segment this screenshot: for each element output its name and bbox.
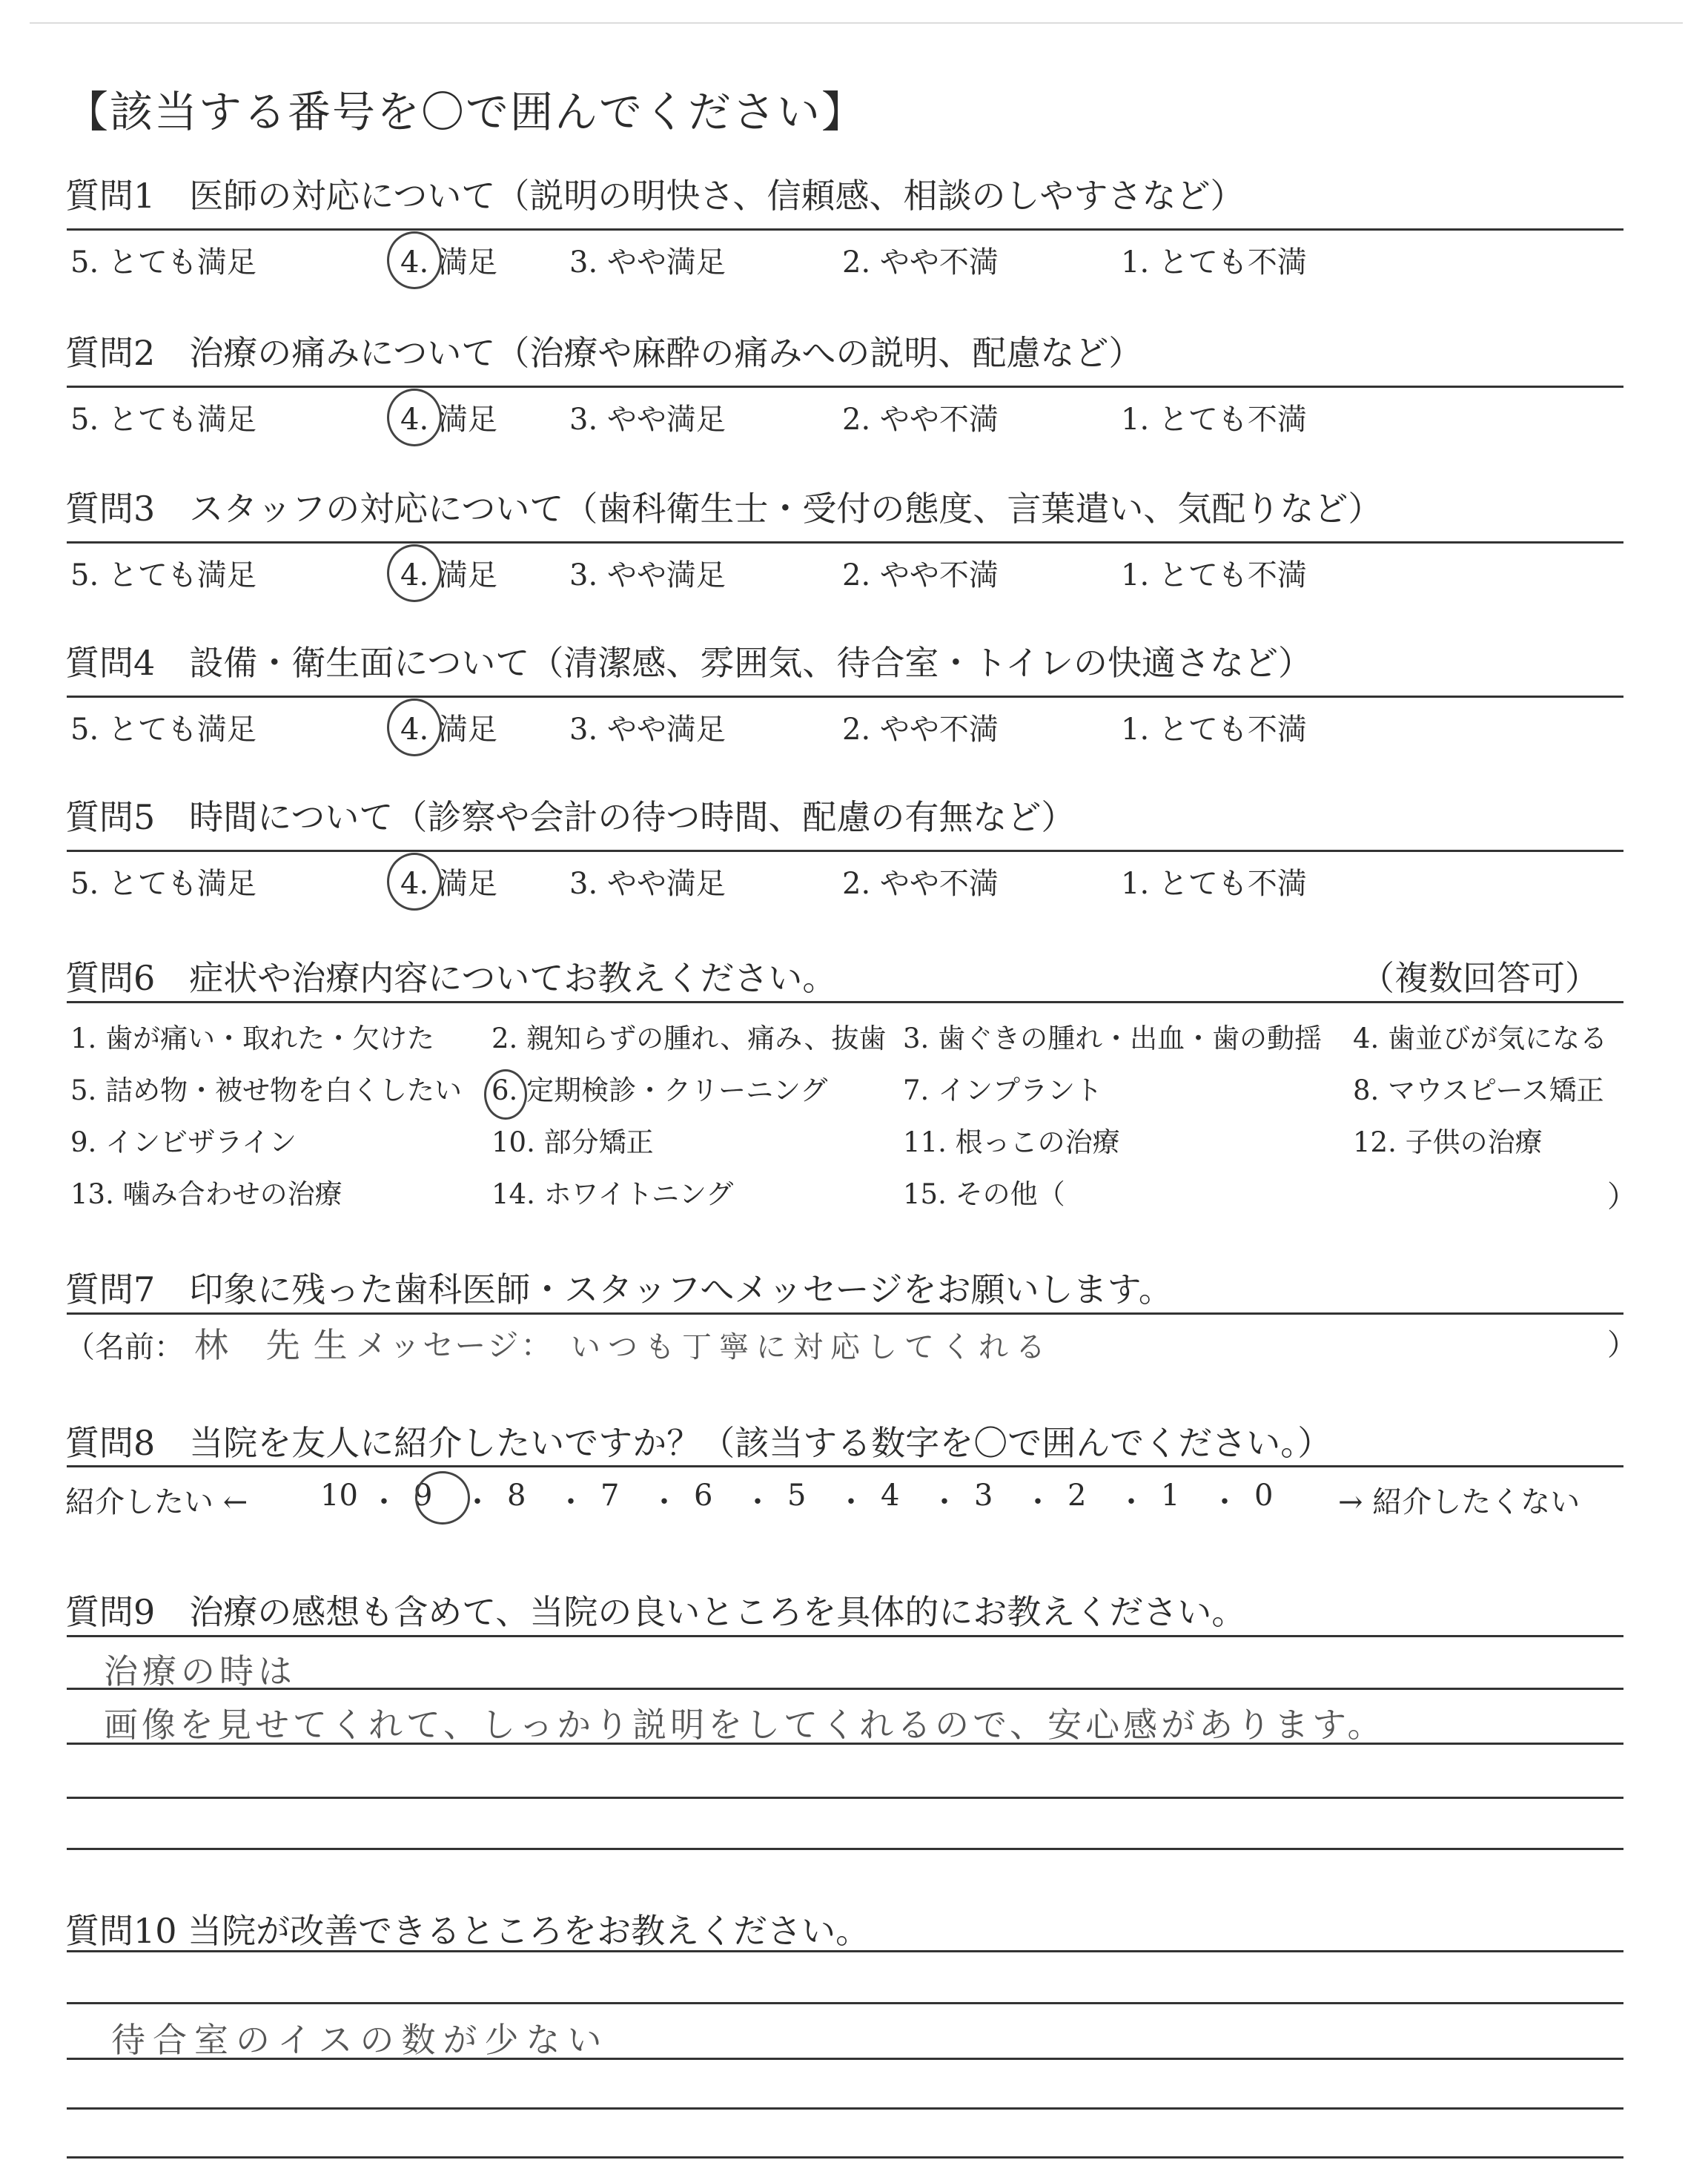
q10-answer-line-1: 待合室のイスの数が少ない (111, 2020, 609, 2060)
q7-message-label: メッセージ： (356, 1327, 555, 1364)
q4-option-2[interactable]: 2. やや不満 (842, 713, 999, 747)
q1-rule (67, 228, 1623, 231)
q9-answer-line-1: 治療の時は (104, 1651, 297, 1691)
q1-option-1[interactable]: 1. とても不満 (1121, 245, 1307, 280)
q1-title: 質問1 医師の対応について（説明の明快さ、信頼感、相談のしやすさなど） (65, 176, 1245, 216)
q10-rule-5 (67, 2156, 1623, 2159)
q9-answer-line-2: 画像を見せてくれて、しっかり説明をしてくれるので、安心感があります。 (104, 1705, 1386, 1745)
q3-option-1[interactable]: 1. とても不満 (1121, 558, 1307, 592)
q8-separator: ・ (743, 1485, 772, 1519)
q4-title: 質問4 設備・衛生面について（清潔感、雰囲気、待合室・トイレの快適さなど） (65, 643, 1313, 683)
q5-rule (67, 850, 1623, 852)
q6-option-5[interactable]: 5. 詰め物・被せ物を白くしたい (70, 1074, 463, 1106)
scan-edge (30, 22, 1683, 24)
q8-scale-0[interactable]: 0 (1254, 1479, 1274, 1513)
q6-option-7[interactable]: 7. インプラント (903, 1074, 1103, 1106)
q8-rule (67, 1465, 1623, 1467)
q8-separator: ・ (649, 1485, 679, 1519)
q5-option-3[interactable]: 3. やや満足 (569, 867, 726, 901)
q4-option-4[interactable]: 4. 満足 (400, 713, 497, 747)
q6-option-11[interactable]: 11. 根っこの治療 (903, 1126, 1120, 1158)
q8-left-label: 紹介したい ← (65, 1485, 248, 1519)
q3-option-5[interactable]: 5. とても満足 (70, 558, 256, 592)
q3-option-4[interactable]: 4. 満足 (400, 558, 497, 592)
q6-title: 質問6 症状や治療内容についてお教えください。 (65, 958, 837, 998)
q6-selected-circle (484, 1069, 527, 1120)
q8-scale-5[interactable]: 5 (787, 1479, 807, 1513)
q2-rule (67, 386, 1623, 388)
q8-separator: ・ (369, 1485, 399, 1519)
q7-title: 質問7 印象に残った歯科医師・スタッフへメッセージをお願いします。 (65, 1269, 1173, 1309)
q7-name-value: 林 先生 (194, 1325, 361, 1365)
q10-title: 質問10 当院が改善できるところをお教えください。 (65, 1911, 870, 1951)
q8-right-label: → 紹介したくない (1338, 1485, 1580, 1519)
q8-scale-7[interactable]: 7 (600, 1479, 620, 1513)
q9-rule-1 (67, 1635, 1623, 1637)
q3-option-3[interactable]: 3. やや満足 (569, 558, 726, 592)
q6-option-15[interactable]: 15. その他（ (903, 1178, 1065, 1210)
q4-option-3[interactable]: 3. やや満足 (569, 713, 726, 747)
q8-scale-2[interactable]: 2 (1068, 1479, 1087, 1513)
q7-rule (67, 1312, 1623, 1315)
q8-scale-1[interactable]: 1 (1161, 1479, 1180, 1513)
form-title: 【該当する番号を〇で囲んでください】 (65, 87, 867, 137)
q8-selected-circle (415, 1471, 470, 1525)
q2-option-1[interactable]: 1. とても不満 (1121, 403, 1307, 437)
q8-separator: ・ (930, 1485, 959, 1519)
q3-rule (67, 541, 1623, 544)
q1-option-3[interactable]: 3. やや満足 (569, 245, 726, 280)
q2-title: 質問2 治療の痛みについて（治療や麻酔の痛みへの説明、配慮など） (65, 333, 1143, 373)
q4-rule (67, 696, 1623, 698)
q8-scale-9[interactable]: 9 (414, 1479, 433, 1513)
q1-option-5[interactable]: 5. とても満足 (70, 245, 256, 280)
q6-option-2[interactable]: 2. 親知らずの腫れ、痛み、抜歯 (491, 1023, 887, 1054)
q8-title: 質問8 当院を友人に紹介したいですか？（該当する数字を〇で囲んでください。） (65, 1423, 1332, 1463)
q9-title: 質問9 治療の感想も含めて、当院の良いところを具体的にお教えください。 (65, 1592, 1246, 1632)
q6-option-3[interactable]: 3. 歯ぐきの腫れ・出血・歯の動揺 (903, 1023, 1323, 1054)
q6-option-4[interactable]: 4. 歯並びが気になる (1353, 1023, 1608, 1054)
q8-separator: ・ (1210, 1485, 1239, 1519)
q8-scale-3[interactable]: 3 (974, 1479, 993, 1513)
q8-scale-6[interactable]: 6 (694, 1479, 713, 1513)
q5-option-5[interactable]: 5. とても満足 (70, 867, 256, 901)
q9-rule-4 (67, 1797, 1623, 1799)
q5-title: 質問5 時間について（診察や会計の待つ時間、配慮の有無など） (65, 797, 1076, 837)
q8-separator: ・ (836, 1485, 866, 1519)
q3-selected-circle (387, 544, 442, 602)
q10-rule-1 (67, 1950, 1623, 1952)
q2-option-2[interactable]: 2. やや不満 (842, 403, 999, 437)
q10-rule-2 (67, 2002, 1623, 2004)
q5-selected-circle (387, 853, 442, 911)
q6-option-1[interactable]: 1. 歯が痛い・取れた・欠けた (70, 1023, 435, 1054)
q8-scale-10[interactable]: 10 (320, 1479, 358, 1513)
q6-option-9[interactable]: 9. インビザライン (70, 1126, 297, 1158)
q8-separator: ・ (1116, 1485, 1146, 1519)
q7-message-value: いつも丁寧に対応してくれる (571, 1330, 1053, 1364)
q3-option-2[interactable]: 2. やや不満 (842, 558, 999, 592)
q3-title: 質問3 スタッフの対応について（歯科衛生士・受付の態度、言葉遣い、気配りなど） (65, 489, 1383, 529)
q4-selected-circle (387, 698, 442, 756)
q1-selected-circle (387, 231, 442, 289)
q5-option-1[interactable]: 1. とても不満 (1121, 867, 1307, 901)
q6-multiple-note: （複数回答可） (1360, 958, 1599, 998)
q4-option-5[interactable]: 5. とても満足 (70, 713, 256, 747)
q6-close-paren: ） (1607, 1180, 1637, 1214)
q6-option-10[interactable]: 10. 部分矯正 (491, 1126, 654, 1158)
q2-option-5[interactable]: 5. とても満足 (70, 403, 256, 437)
q8-separator: ・ (556, 1485, 586, 1519)
q6-rule (67, 1001, 1623, 1003)
q5-option-2[interactable]: 2. やや不満 (842, 867, 999, 901)
q5-option-4[interactable]: 4. 満足 (400, 867, 497, 901)
q8-scale-4[interactable]: 4 (881, 1479, 900, 1513)
q7-close-paren: ） (1607, 1328, 1637, 1362)
q8-separator: ・ (463, 1485, 492, 1519)
q6-option-8[interactable]: 8. マウスピース矯正 (1353, 1074, 1604, 1106)
q2-selected-circle (387, 389, 442, 446)
q8-scale-8[interactable]: 8 (507, 1479, 526, 1513)
q9-rule-5 (67, 1848, 1623, 1850)
q6-option-12[interactable]: 12. 子供の治療 (1353, 1126, 1543, 1158)
q9-rule-2 (67, 1688, 1623, 1690)
q1-option-2[interactable]: 2. やや不満 (842, 245, 999, 280)
q8-separator: ・ (1023, 1485, 1053, 1519)
q6-option-14[interactable]: 14. ホワイトニング (491, 1178, 734, 1210)
q6-option-13[interactable]: 13. 噛み合わせの治療 (70, 1178, 342, 1210)
q2-option-3[interactable]: 3. やや満足 (569, 403, 726, 437)
q10-rule-4 (67, 2107, 1623, 2110)
q1-option-4[interactable]: 4. 満足 (400, 245, 497, 280)
q2-option-4[interactable]: 4. 満足 (400, 403, 497, 437)
q6-option-6[interactable]: 6. 定期検診・クリーニング (491, 1074, 828, 1106)
q7-name-label: （名前： (65, 1330, 184, 1364)
q4-option-1[interactable]: 1. とても不満 (1121, 713, 1307, 747)
